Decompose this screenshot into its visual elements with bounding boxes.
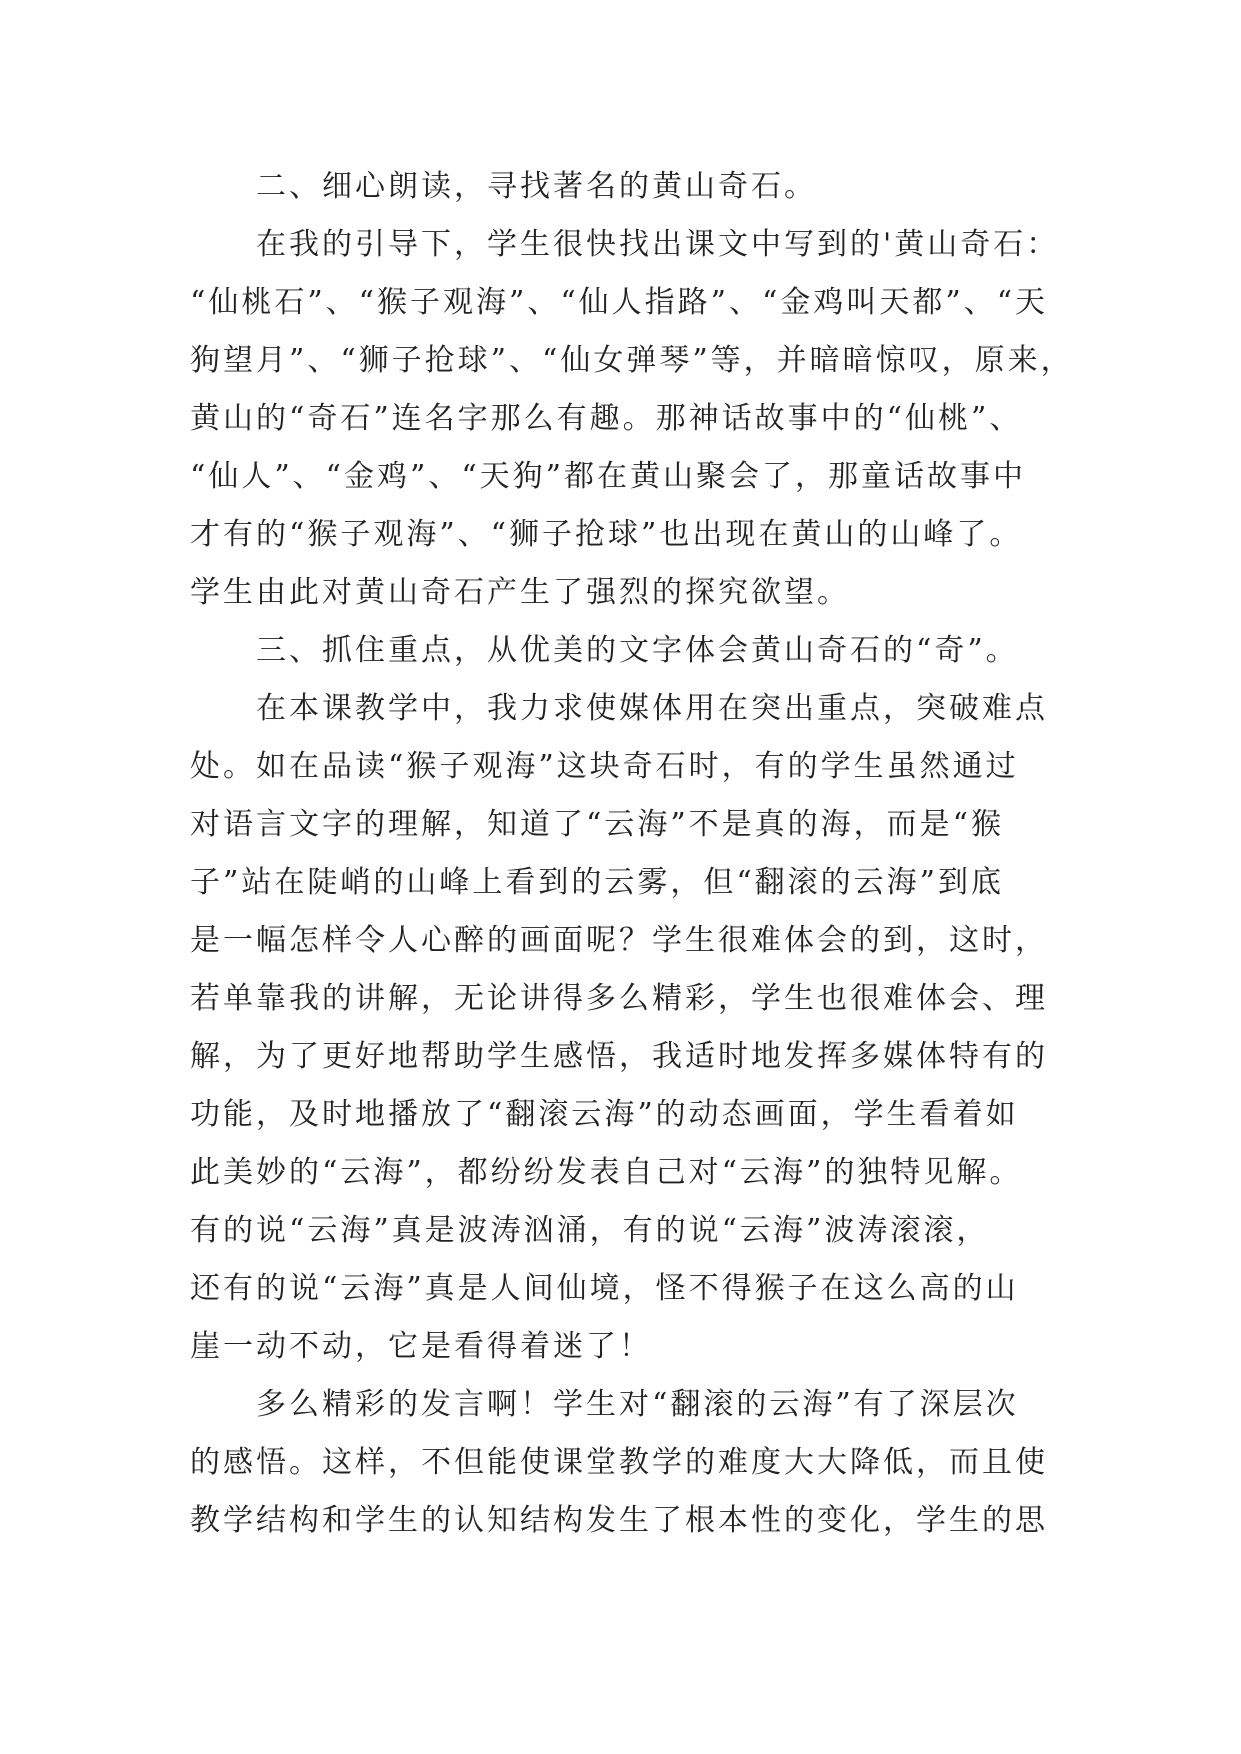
text-line: 的感悟。这样，不但能使课堂教学的难度大大降低，而且使 [190,1445,1048,1480]
text-line: 解，为了更好地帮助学生感悟，我适时地发挥多媒体特有的 [190,1039,1048,1074]
text-line: 在本课教学中，我力求使媒体用在突出重点，突破难点 [256,691,1048,726]
document-body [190,158,1090,1550]
text-line: 二、细心朗读，寻找著名的黄山奇石。 [256,169,817,204]
text-line: 功能，及时地播放了“翻滚云海”的动态画面，学生看着如 [190,1097,1019,1132]
text-line: 狗望月”、“狮子抢球”、“仙女弹琴”等，并暗暗惊叹，原来， [190,343,1074,378]
text-line: 还有的说“云海”真是人间仙境，怪不得猴子在这么高的山 [190,1271,1019,1306]
text-line: 若单靠我的讲解，无论讲得多么精彩，学生也很难体会、理 [190,981,1048,1016]
text-line: 三、抓住重点，从优美的文字体会黄山奇石的“奇”。 [256,633,1019,668]
text-line: 是一幅怎样令人心醉的画面呢？学生很难体会的到，这时， [190,923,1048,958]
text-line: 黄山的“奇石”连名字那么有趣。那神话故事中的“仙桃”、 [190,401,1023,436]
text-line: 多么精彩的发言啊！学生对“翻滚的云海”有了深层次 [256,1387,1019,1422]
text-line: 处。如在品读“猴子观海”这块奇石时，有的学生虽然通过 [190,749,1019,784]
text-line: 子”站在陡峭的山峰上看到的云雾，但“翻滚的云海”到底 [190,865,1005,900]
text-line: 才有的“猴子观海”、“狮子抢球”也出现在黄山的山峰了。 [190,517,1023,552]
text-line: 对语言文字的理解，知道了“云海”不是真的海，而是“猴 [190,807,1005,842]
text-line: 在我的引导下，学生很快找出课文中写到的'黄山奇石： [256,227,1060,262]
text-line: 崖一动不动，它是看得着迷了！ [190,1329,652,1364]
text-line: “仙人”、“金鸡”、“天狗”都在黄山聚会了，那童话故事中 [190,459,1027,494]
text-line: “仙桃石”、“猴子观海”、“仙人指路”、“金鸡叫天都”、“天 [190,285,1049,320]
text-line: 此美妙的“云海”，都纷纷发表自己对“云海”的独特见解。 [190,1155,1023,1190]
text-line: 学生由此对黄山奇石产生了强烈的探究欲望。 [190,575,850,610]
text-line: 教学结构和学生的认知结构发生了根本性的变化，学生的思 [190,1503,1048,1538]
text-line: 有的说“云海”真是波涛汹涌，有的说“云海”波涛滚滚， [190,1213,990,1248]
